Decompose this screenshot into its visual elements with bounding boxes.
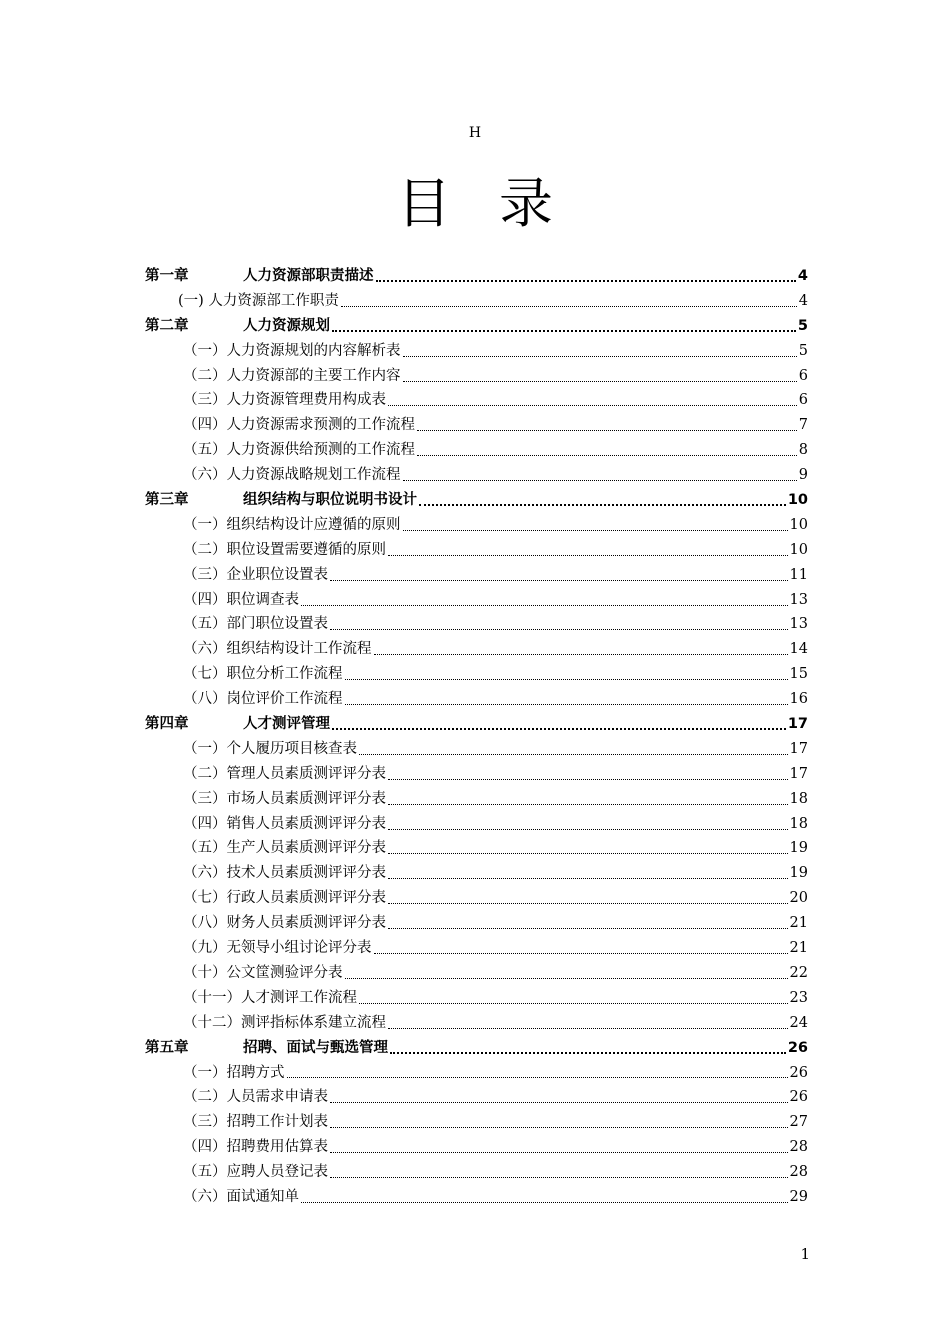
- entry-title: （十二）测评指标体系建立流程: [183, 1014, 386, 1031]
- toc-section-entry[interactable]: [145, 388, 808, 413]
- toc-section-entry[interactable]: [145, 1135, 808, 1160]
- entry-title: （六）面试通知单: [183, 1188, 299, 1205]
- dot-leader: [301, 1202, 788, 1203]
- dot-leader: [330, 1102, 788, 1103]
- entry-title: （一）个人履历项目核查表: [183, 740, 357, 757]
- entry-page-number: 18: [789, 815, 808, 832]
- dot-leader: [403, 530, 788, 531]
- entry-title: 人才测评管理: [243, 716, 330, 733]
- entry-title: 人力资源部职责描述: [243, 268, 374, 284]
- toc-section-entry[interactable]: [145, 339, 808, 364]
- dot-leader: [388, 853, 788, 854]
- toc-section-entry[interactable]: [145, 936, 808, 961]
- chapter-number: 第五章: [145, 1039, 189, 1056]
- entry-page-number: 13: [789, 591, 808, 608]
- toc-section-entry[interactable]: [145, 687, 808, 712]
- entry-title: （八）岗位评价工作流程: [183, 691, 343, 708]
- chapter-number: 第一章: [145, 268, 189, 284]
- dot-leader: [374, 654, 788, 655]
- toc-section-entry[interactable]: [145, 463, 808, 488]
- entry-page-number: 11: [789, 566, 808, 583]
- toc-section-entry[interactable]: [145, 612, 808, 637]
- toc-section-entry[interactable]: [145, 1160, 808, 1185]
- dot-leader: [330, 1177, 788, 1178]
- entry-title: （五）部门职位设置表: [183, 616, 328, 633]
- dot-leader: [345, 978, 788, 979]
- toc-section-entry[interactable]: [145, 1061, 808, 1086]
- entry-title: （九）无领导小组讨论评分表: [183, 940, 372, 957]
- toc-chapter-entry[interactable]: [145, 488, 808, 513]
- entry-title: 招聘、面试与甄选管理: [243, 1039, 388, 1056]
- entry-title: （三）企业职位设置表: [183, 566, 328, 583]
- toc-section-entry[interactable]: [145, 986, 808, 1011]
- entry-title: （三）市场人员素质测评评分表: [183, 790, 386, 807]
- entry-title: 人力资源规划: [243, 317, 330, 334]
- toc-section-entry[interactable]: [145, 538, 808, 563]
- toc-section-entry[interactable]: [145, 1110, 808, 1135]
- toc-section-entry[interactable]: [145, 637, 808, 662]
- entry-title: （十）公文筐测验评分表: [183, 964, 343, 981]
- dot-leader: [332, 330, 796, 332]
- entry-title: （四）人力资源需求预测的工作流程: [183, 417, 415, 434]
- entry-page-number: 6: [798, 367, 808, 384]
- dot-leader: [330, 1127, 788, 1128]
- dot-leader: [359, 1003, 788, 1004]
- toc-chapter-entry[interactable]: [145, 1036, 808, 1061]
- entry-title: （五）人力资源供给预测的工作流程: [183, 442, 415, 459]
- entry-page-number: 4: [798, 292, 808, 309]
- entry-title: （四）招聘费用估算表: [183, 1139, 328, 1156]
- entry-title: （八）财务人员素质测评评分表: [183, 915, 386, 932]
- dot-leader: [330, 580, 788, 581]
- dot-leader: [403, 381, 797, 382]
- toc-section-entry[interactable]: [145, 737, 808, 762]
- dot-leader: [388, 405, 797, 406]
- entry-title: （七）行政人员素质测评评分表: [183, 890, 386, 907]
- entry-page-number: 28: [789, 1139, 808, 1156]
- dot-leader: [374, 953, 788, 954]
- toc-chapter-entry[interactable]: [145, 264, 808, 289]
- dot-leader: [403, 356, 797, 357]
- dot-leader: [388, 903, 788, 904]
- dot-leader: [345, 679, 788, 680]
- dot-leader: [345, 704, 788, 705]
- footer-page-number: 1: [800, 1245, 810, 1263]
- entry-title: （二）职位设置需要遵循的原则: [183, 541, 386, 558]
- toc-section-entry[interactable]: [145, 1011, 808, 1036]
- entry-title: （六）组织结构设计工作流程: [183, 641, 372, 658]
- toc-section-entry[interactable]: [145, 289, 808, 314]
- dot-leader: [388, 555, 788, 556]
- toc-chapter-entry[interactable]: [145, 712, 808, 737]
- entry-title: （五）生产人员素质测评评分表: [183, 840, 386, 857]
- toc-section-entry[interactable]: [145, 836, 808, 861]
- toc-section-entry[interactable]: [145, 1185, 808, 1210]
- entry-title: （六）技术人员素质测评评分表: [183, 865, 386, 882]
- dot-leader: [388, 779, 788, 780]
- entry-title: （二）管理人员素质测评评分表: [183, 765, 386, 782]
- toc-section-entry[interactable]: [145, 662, 808, 687]
- dot-leader: [359, 754, 788, 755]
- toc-section-entry[interactable]: [145, 413, 808, 438]
- entry-title: 组织结构与职位说明书设计: [243, 492, 417, 509]
- toc-section-entry[interactable]: [145, 1085, 808, 1110]
- entry-page-number: 22: [789, 964, 808, 981]
- entry-page-number: 27: [789, 1114, 808, 1131]
- entry-title: （二）人员需求申请表: [183, 1089, 328, 1106]
- dot-leader: [388, 829, 788, 830]
- entry-page-number: 9: [798, 467, 808, 484]
- entry-page-number: 21: [789, 915, 808, 932]
- entry-page-number: 15: [789, 666, 808, 683]
- chapter-number: 第四章: [145, 716, 189, 733]
- entry-title: （六）人力资源战略规划工作流程: [183, 467, 401, 484]
- dot-leader: [390, 1052, 786, 1054]
- toc-section-entry[interactable]: [145, 812, 808, 837]
- entry-page-number: 8: [798, 442, 808, 459]
- entry-page-number: 21: [789, 940, 808, 957]
- entry-page-number: 26: [789, 1089, 808, 1106]
- dot-leader: [330, 1152, 788, 1153]
- chapter-number: 第二章: [145, 317, 189, 334]
- toc-section-entry[interactable]: [145, 563, 808, 588]
- dot-leader: [417, 430, 797, 431]
- entry-page-number: 17: [789, 740, 808, 757]
- entry-page-number: 16: [789, 691, 808, 708]
- toc-section-entry[interactable]: [145, 513, 808, 538]
- entry-page-number: 14: [789, 641, 808, 658]
- dot-leader: [332, 728, 786, 730]
- entry-page-number: 29: [789, 1188, 808, 1205]
- toc-list: [145, 264, 808, 1210]
- entry-page-number: 10: [789, 516, 808, 533]
- entry-page-number: 23: [789, 989, 808, 1006]
- dot-leader: [341, 306, 797, 307]
- dot-leader: [417, 455, 797, 456]
- entry-page-number: 28: [789, 1164, 808, 1181]
- entry-page-number: 18: [789, 790, 808, 807]
- entry-page-number: 4: [797, 268, 808, 284]
- entry-title: （一）组织结构设计应遵循的原则: [183, 516, 401, 533]
- entry-title: （四）职位调查表: [183, 591, 299, 608]
- toc-section-entry[interactable]: [145, 886, 808, 911]
- entry-title: （一）人力资源规划的内容解析表: [183, 342, 401, 359]
- toc-section-entry[interactable]: [145, 911, 808, 936]
- dot-leader: [388, 1028, 788, 1029]
- entry-page-number: 13: [789, 616, 808, 633]
- dot-leader: [388, 804, 788, 805]
- entry-title: （二）人力资源部的主要工作内容: [183, 367, 401, 384]
- chapter-number: 第三章: [145, 492, 189, 509]
- entry-page-number: 19: [789, 865, 808, 882]
- toc-section-entry[interactable]: [145, 961, 808, 986]
- entry-title: （三）招聘工作计划表: [183, 1114, 328, 1131]
- toc-section-entry[interactable]: [145, 588, 808, 613]
- dot-leader: [388, 878, 788, 879]
- entry-title: （一）招聘方式: [183, 1064, 285, 1081]
- toc-chapter-entry[interactable]: [145, 314, 808, 339]
- toc-section-entry[interactable]: [145, 438, 808, 463]
- entry-page-number: 10: [787, 492, 808, 509]
- entry-page-number: 7: [798, 417, 808, 434]
- entry-title: （四）销售人员素质测评评分表: [183, 815, 386, 832]
- dot-leader: [419, 504, 786, 506]
- toc-section-entry[interactable]: [145, 364, 808, 389]
- toc-section-entry[interactable]: [145, 787, 808, 812]
- entry-page-number: 10: [789, 541, 808, 558]
- dot-leader: [301, 605, 788, 606]
- dot-leader: [287, 1077, 788, 1078]
- dot-leader: [330, 629, 788, 630]
- entry-page-number: 26: [789, 1064, 808, 1081]
- entry-page-number: 17: [789, 765, 808, 782]
- dot-leader: [388, 928, 788, 929]
- entry-title: （十一）人才测评工作流程: [183, 989, 357, 1006]
- toc-section-entry[interactable]: [145, 762, 808, 787]
- entry-title: (一) 人力资源部工作职责: [178, 292, 339, 309]
- entry-page-number: 19: [789, 840, 808, 857]
- entry-title: （三）人力资源管理费用构成表: [183, 392, 386, 409]
- toc-section-entry[interactable]: [145, 861, 808, 886]
- entry-page-number: 24: [789, 1014, 808, 1031]
- dot-leader: [376, 280, 796, 282]
- entry-page-number: 26: [787, 1039, 808, 1056]
- entry-page-number: 20: [789, 890, 808, 907]
- entry-title: （五）应聘人员登记表: [183, 1164, 328, 1181]
- entry-page-number: 5: [798, 342, 808, 359]
- dot-leader: [403, 480, 797, 481]
- entry-title: （七）职位分析工作流程: [183, 666, 343, 683]
- entry-page-number: 6: [798, 392, 808, 409]
- header-mark: H: [468, 125, 482, 141]
- entry-page-number: 5: [797, 317, 808, 334]
- entry-page-number: 17: [787, 716, 808, 733]
- toc-title: 目录: [397, 172, 601, 235]
